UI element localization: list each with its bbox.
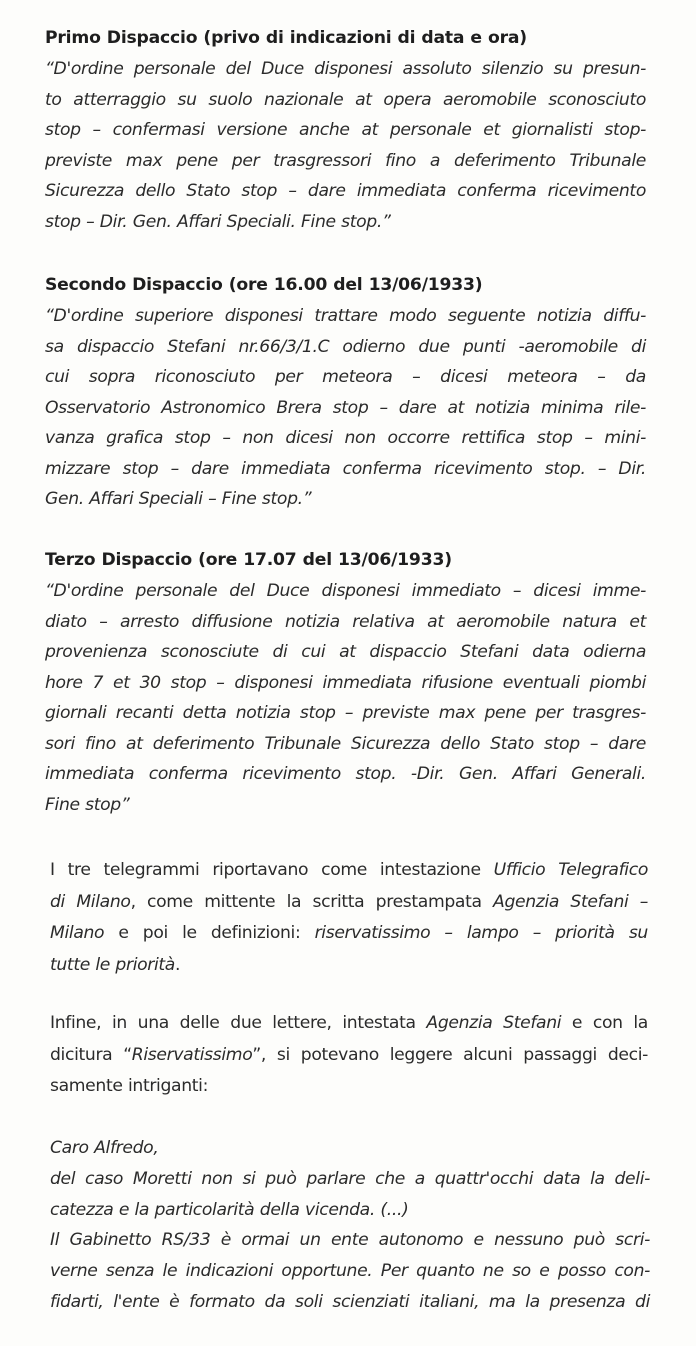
dispatch-3 [45, 545, 646, 820]
text-run-italic: tutte le priorità [50, 954, 175, 975]
text-run-italic: riservatissimo – lampo – priorità su [314, 923, 648, 943]
text-line: vanza grafica stop – non dicesi non occorre rettifica stop – mini- [45, 428, 646, 448]
text-line [50, 887, 648, 919]
text-line: Sicurezza dello Stato stop – dare immediata conferma ricevimento [45, 181, 646, 201]
text-run: Infine, in una delle due lettere, intestata [50, 1013, 427, 1033]
text-line: sa dispaccio Stefani nr.66/3/1.C odierno due punti -aeromobile di [45, 336, 646, 357]
dispatch-1 [45, 23, 646, 237]
text-run-italic: Ufficio Telegrafico [493, 860, 648, 880]
text-run: e con la [561, 1013, 648, 1033]
text-line: provenienza sconosciute di cui at dispaccio Stefani data odierna [45, 642, 646, 662]
text-line: catezza e la particolarità della vicenda. (...) [50, 1199, 409, 1220]
text-line: “D'ordine personale del Duce disponesi assoluto silenzio su presun- [45, 59, 646, 79]
text-line: verne senza le indicazioni opportune. Per quanto ne so e posso con- [50, 1261, 650, 1282]
text-line: giornali recanti detta notizia stop – previste max pene per trasgres- [45, 703, 646, 723]
text-run: e poi le definizioni: [104, 923, 315, 943]
text-line: Osservatorio Astronomico Brera stop – dare at notizia minima rile- [45, 397, 646, 418]
dispatch-1-text [45, 54, 646, 237]
text-line: stop – confermasi versione anche at personale et giornalisti stop- [45, 120, 646, 140]
dispatch-3-text [45, 576, 646, 820]
paragraph-letters [50, 1008, 648, 1103]
text-run-italic: di Milano [50, 891, 131, 912]
dispatch-2 [45, 270, 646, 515]
dispatch-3-heading: Terzo Dispaccio (ore 17.07 del 13/06/1933) [45, 550, 452, 570]
text-line [50, 1008, 648, 1040]
text-line: “D'ordine personale del Duce disponesi immediato – dicesi imme- [45, 581, 646, 601]
letter-excerpt [50, 1133, 650, 1318]
text-line: Il Gabinetto RS/33 è ormai un ente autonomo e nessuno può scri- [50, 1230, 650, 1251]
text-line: previste max pene per trasgressori fino a deferimento Tribunale [45, 150, 646, 171]
text-line: fidarti, l'ente è formato da soli scienziati italiani, ma la presenza di [50, 1291, 650, 1312]
text-line: Fine stop” [45, 794, 130, 815]
text-line [50, 855, 648, 887]
text-line: samente intriganti: [50, 1076, 209, 1096]
text-line [50, 1040, 648, 1072]
text-run: dicitura “ [50, 1044, 132, 1065]
dispatch-1-heading: Primo Dispaccio (privo di indicazioni di data e ora) [45, 28, 527, 48]
text-line: immediata conferma ricevimento stop. -Dir. Gen. Affari Generali. [45, 764, 646, 784]
text-run-italic: Agenzia Stefani [426, 1013, 562, 1033]
text-line: diato – arresto diffusione notizia relativa at aeromobile natura et [45, 611, 646, 632]
text-line: stop – Dir. Gen. Affari Speciali. Fine stop.” [45, 211, 391, 232]
text-run-italic: Riservatissimo [131, 1044, 253, 1065]
text-line: Gen. Affari Speciali – Fine stop.” [45, 489, 312, 509]
text-line [50, 918, 648, 950]
text-run: , come mittente la scritta prestampata [130, 891, 494, 912]
text-line: “D'ordine superiore disponesi trattare modo seguente notizia diffu- [45, 306, 646, 326]
text-run-italic: Agenzia Stefani – [493, 891, 649, 912]
text-line: mizzare stop – dare immediata conferma ricevimento stop. – Dir. [45, 458, 646, 479]
dispatch-2-heading: Secondo Dispaccio (ore 16.00 del 13/06/1933) [45, 275, 483, 295]
paragraph-telegrams [50, 855, 648, 981]
text-line: cui sopra riconosciuto per meteora – dicesi meteora – da [45, 367, 646, 387]
text-line [50, 950, 648, 982]
text-line: del caso Moretti non si può parlare che a quattr'occhi data la deli- [50, 1168, 650, 1189]
dispatch-2-text [45, 301, 646, 515]
text-run-italic: Milano [50, 923, 105, 943]
text-line: to atterraggio su suolo nazionale at opera aeromobile sconosciuto [45, 89, 646, 110]
text-line: sori fino at deferimento Tribunale Sicurezza dello Stato stop – dare [45, 733, 646, 754]
text-run: I tre telegrammi riportavano come intestazione [50, 860, 494, 880]
text-run: . [175, 954, 181, 975]
letter-salutation: Caro Alfredo, [50, 1138, 159, 1158]
text-line: hore 7 et 30 stop – disponesi immediata rifusione eventuali piombi [45, 672, 646, 693]
text-run: ”, si potevano leggere alcuni passaggi deci- [252, 1044, 648, 1065]
